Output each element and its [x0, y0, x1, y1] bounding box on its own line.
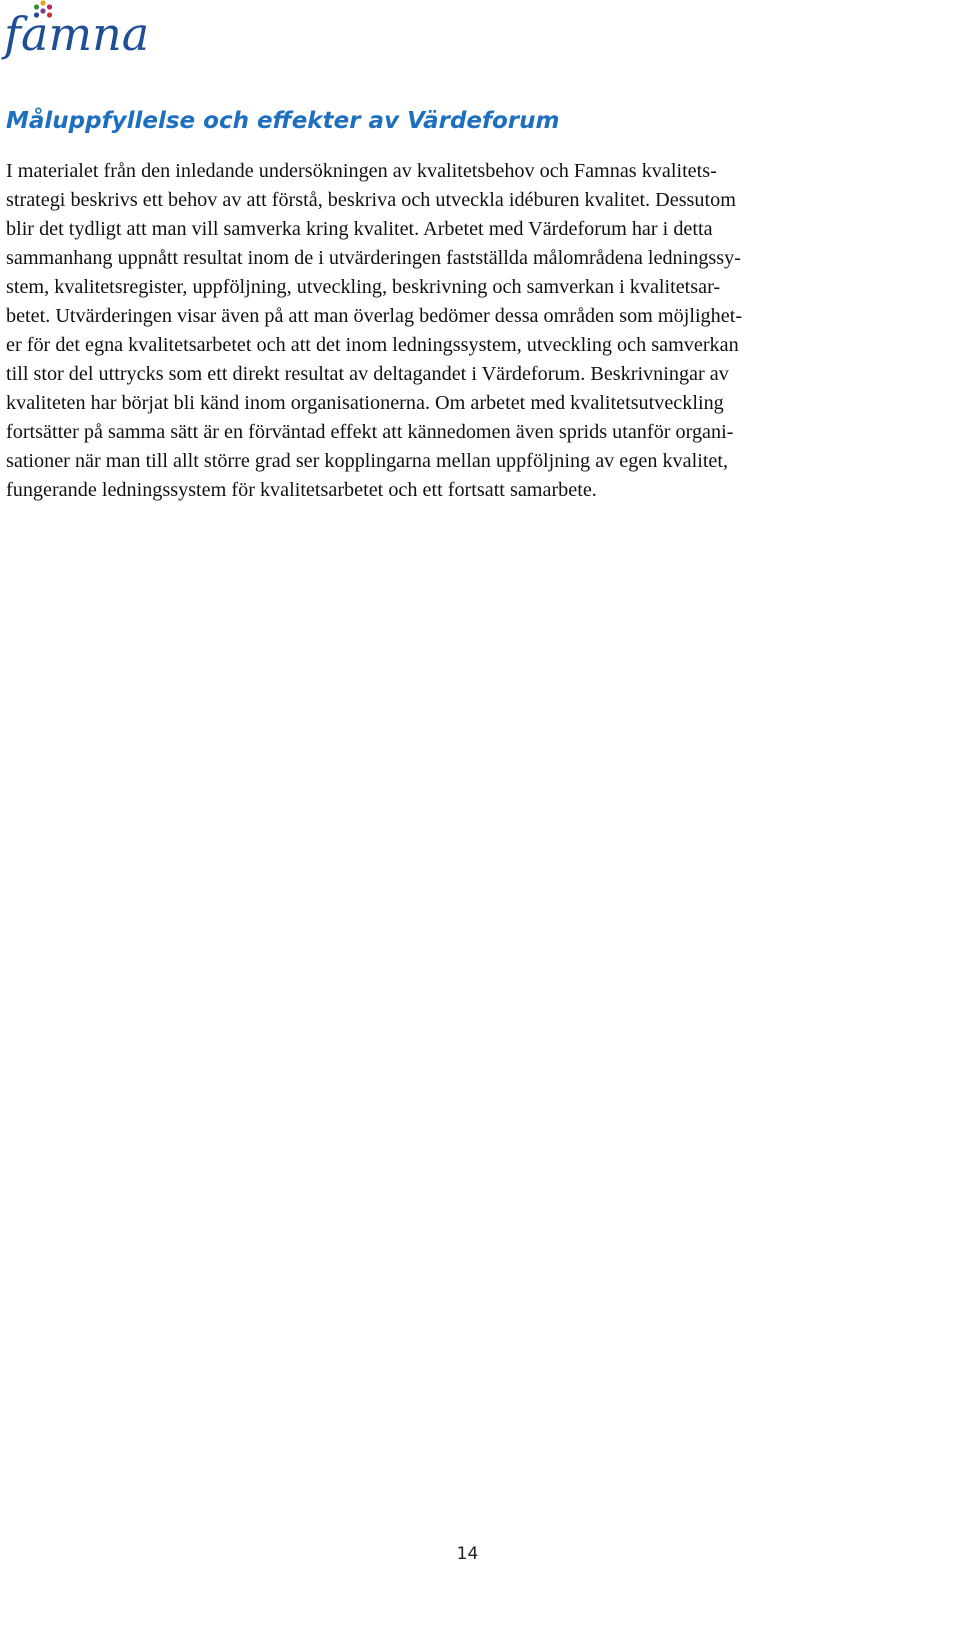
famna-logo: [4, 0, 150, 76]
paragraph-line: sationer när man till allt större grad ser kopplingarna mellan uppföljning av egen kvalitet,: [6, 450, 729, 472]
paragraph-line: fungerande ledningssystem för kvalitetsarbetet och ett fortsatt samarbete.: [6, 479, 597, 501]
logo-wordmark: famna: [4, 7, 150, 61]
paragraph-line: kvaliteten har börjat bli känd inom organisationerna. Om arbetet med kvalitetsutveckling: [6, 392, 724, 414]
paragraph-line: stem, kvalitetsregister, uppföljning, utveckling, beskrivning och samverkan i kvalitetsar-: [6, 276, 721, 298]
body-paragraph: [6, 157, 928, 505]
paragraph-line: I materialet från den inledande undersökningen av kvalitetsbehov och Famnas kvalitets-: [6, 160, 717, 182]
paragraph-line: strategi beskrivs ett behov av att förstå, beskriva och utveckla idéburen kvalitet. Dessutom: [6, 189, 736, 211]
paragraph-line: betet. Utvärderingen visar även på att man överlag bedömer dessa områden som möjlighet-: [6, 305, 743, 327]
paragraph-line: blir det tydligt att man vill samverka kring kvalitet. Arbetet med Värdeforum har i detta: [6, 218, 713, 240]
paragraph-line: till stor del uttrycks som ett direkt resultat av deltagandet i Värdeforum. Beskrivningar av: [6, 363, 729, 385]
paragraph-line: sammanhang uppnått resultat inom de i utvärderingen fastställda målområdena ledningssy-: [6, 247, 741, 269]
page-number: 14: [456, 1544, 479, 1564]
paragraph-line: fortsätter på samma sätt är en förväntad effekt att kännedomen även sprids utanför organi-: [6, 421, 734, 443]
paragraph-line: er för det egna kvalitetsarbetet och att det inom ledningssystem, utveckling och samverkan: [6, 334, 739, 356]
section-heading: Måluppfyllelse och effekter av Värdeforum: [6, 108, 560, 134]
